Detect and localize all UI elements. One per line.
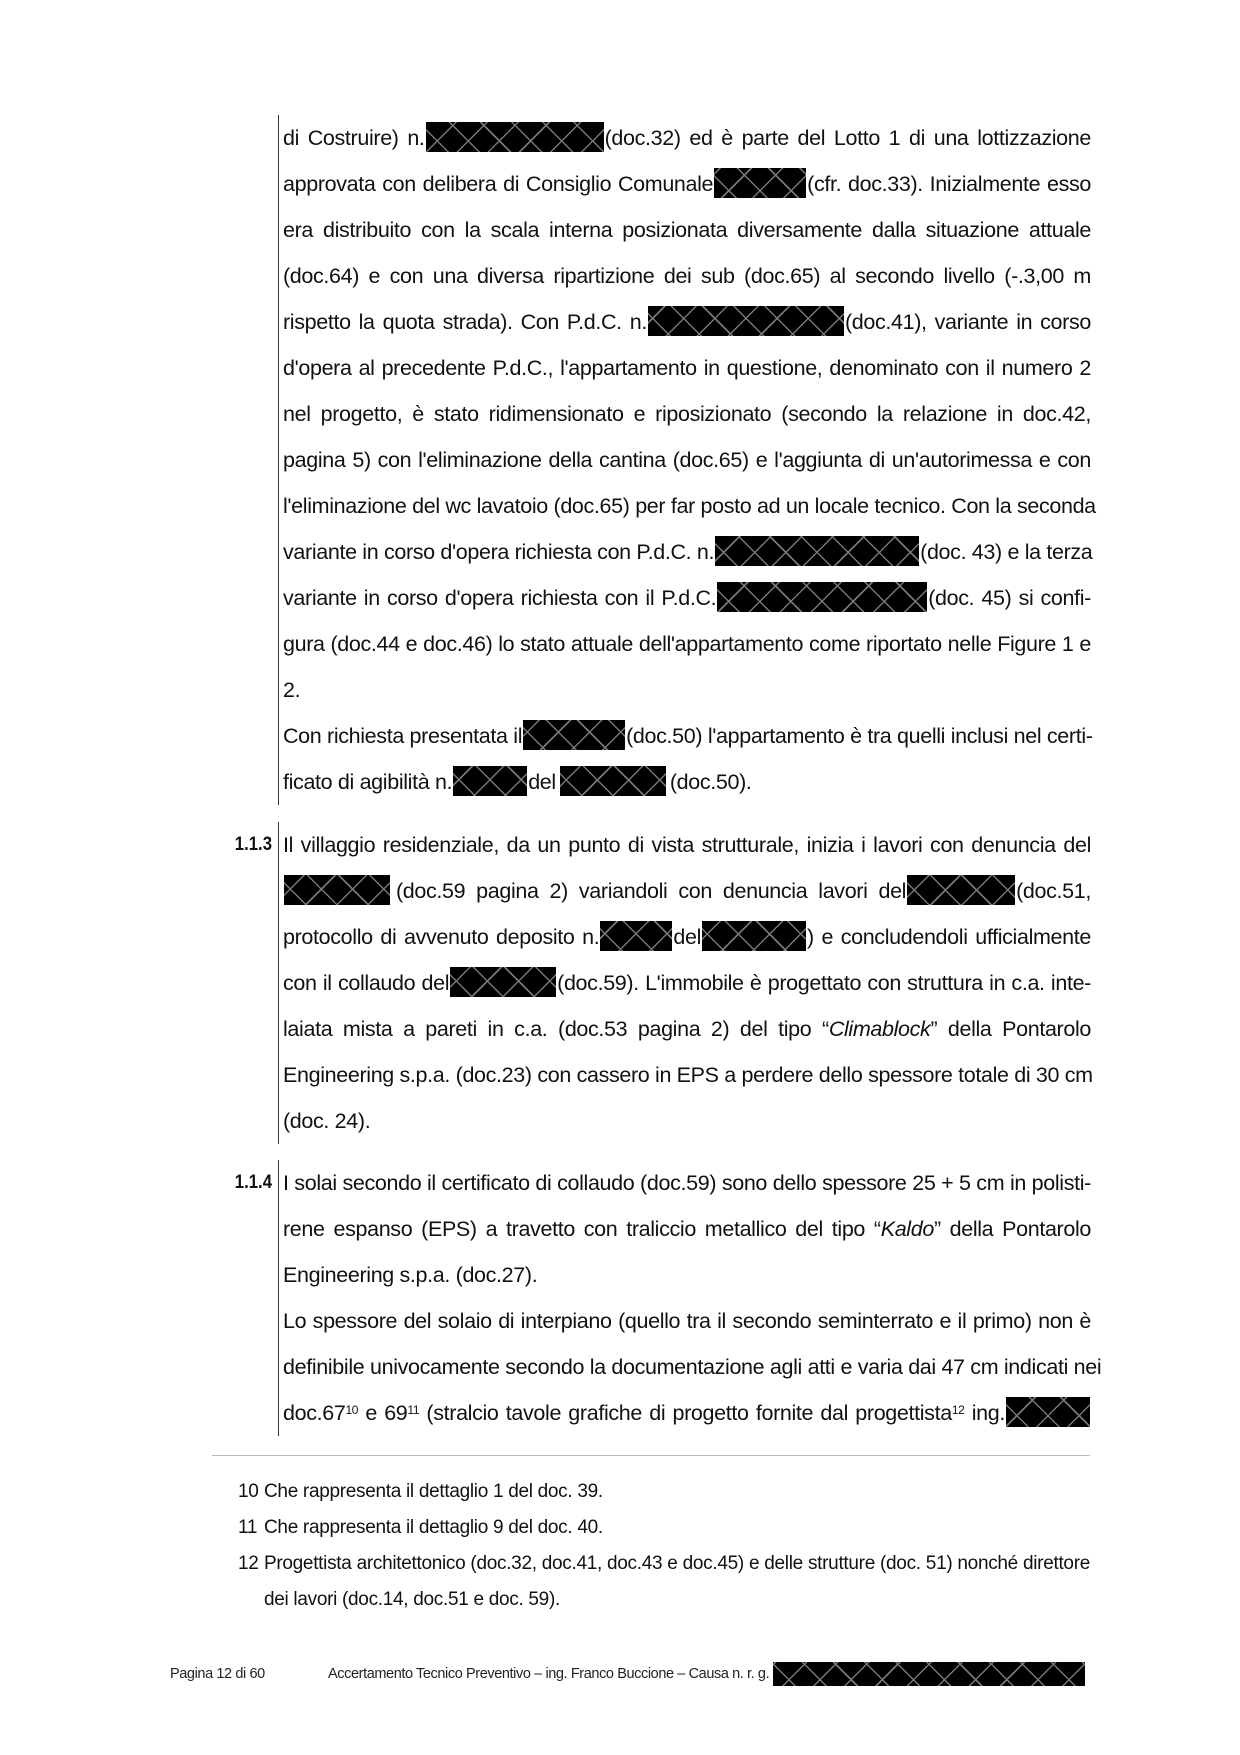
- text-line: con il collaudo del (doc.59). L'immobile è progettato con struttura in c.a. inte-: [279, 960, 1091, 1006]
- text-line: Lo spessore del solaio di interpiano (quello tra il secondo seminterrato e il primo) non è: [283, 1309, 1091, 1333]
- footnote-ref[interactable]: 12: [951, 1403, 965, 1417]
- footnote: [230, 1546, 1090, 1618]
- text-line: gura (doc.44 e doc.46) lo stato attuale dell'appartamento come riportato nelle Figure 1 e: [283, 632, 1091, 656]
- text-line: laiata mista a pareti in c.a. (doc.53 pagina 2) del tipo “Climablock” della Pontarolo: [283, 1017, 1091, 1041]
- footnote-ref[interactable]: 10: [345, 1403, 359, 1417]
- footnote: [230, 1510, 1090, 1546]
- text-line: variante in corso d'opera richiesta con P.d.C. n. (doc. 43) e la terza: [279, 529, 1091, 575]
- text-line: Engineering s.p.a. (doc.23) con cassero in EPS a perdere dello spessore totale di 30 cm: [283, 1063, 1093, 1087]
- text-line: (doc.59 pagina 2) variandoli con denuncia lavori del (doc.51,: [279, 868, 1091, 914]
- text-line: I solai secondo il certificato di collaudo (doc.59) sono dello spessore 25 + 5 cm in polisti-: [283, 1171, 1091, 1195]
- text-line: (doc. 24).: [283, 1109, 371, 1133]
- redaction-box: [702, 921, 806, 951]
- footnote-ref[interactable]: 11: [407, 1403, 420, 1417]
- text-line: protocollo di avvenuto deposito n. del ) e concludendoli ufficialmente: [279, 914, 1091, 960]
- text-line: d'opera al precedente P.d.C., l'appartamento in questione, denominato con il numero 2: [283, 356, 1091, 380]
- text-line: approvata con delibera di Consiglio Comunale (cfr. doc.33). Inizialmente esso: [279, 161, 1091, 207]
- redaction-box: [717, 582, 927, 612]
- footnote-separator: [212, 1455, 1090, 1456]
- text-line: 2.: [283, 678, 301, 702]
- footnote-number: 11: [238, 1517, 258, 1538]
- redaction-box: [450, 967, 556, 997]
- text-line: definibile univocamente secondo la documentazione agli atti e varia dai 47 cm indicati nei: [283, 1355, 1102, 1379]
- text-line: rispetto la quota strada). Con P.d.C. n. (doc.41), variante in corso: [279, 299, 1091, 345]
- redaction-box: [453, 766, 527, 796]
- footnote-text: Progettista architettonico (doc.32, doc.41, doc.43 e doc.45) e delle strutture (doc. 51) nonché direttore: [264, 1553, 1090, 1574]
- paragraph-1-1-4: [278, 1160, 1102, 1436]
- paragraph-1-1-3: [278, 822, 1091, 1144]
- text-line: nel progetto, è stato ridimensionato e riposizionato (secondo la relazione in doc.42,: [283, 402, 1091, 426]
- text-line: $doc.67^{10}$ e $69^{11}$ (stralcio tavole grafiche di progetto fornite dal progettista$^{12}$ ing.: [279, 1390, 1091, 1436]
- text-line: variante in corso d'opera richiesta con il P.d.C. (doc. 45) si confi-: [279, 575, 1091, 621]
- redaction-box: [648, 306, 844, 336]
- redaction-box: [284, 875, 390, 905]
- text-line: di Costruire) n. (doc.32) ed è parte del Lotto 1 di una lottizzazione: [279, 115, 1091, 161]
- text-line: ficato di agibilità n. del (doc.50).: [279, 759, 1091, 805]
- paragraph-1-1-2-continuation: [278, 115, 1096, 805]
- text-line: Engineering s.p.a. (doc.27).: [283, 1263, 538, 1287]
- footnote-number: 12: [238, 1553, 259, 1574]
- redaction-box: [714, 168, 806, 198]
- section-number: 1.1.4: [234, 1172, 272, 1193]
- footnote-text: Che rappresenta il dettaglio 1 del doc. 39.: [264, 1481, 603, 1502]
- footnote-number: 10: [238, 1481, 259, 1502]
- redaction-box: [1006, 1397, 1090, 1427]
- redaction-box: [907, 875, 1015, 905]
- text-line: pagina 5) con l'eliminazione della cantina (doc.65) e l'aggiunta di un'autorimessa e con: [283, 448, 1091, 472]
- redaction-box: [426, 122, 604, 152]
- text-line: Con richiesta presentata il (doc.50) l'appartamento è tra quelli inclusi nel certi-: [279, 713, 1091, 759]
- page-number: Pagina 12 di 60: [170, 1666, 265, 1682]
- footnote-text: Che rappresenta il dettaglio 9 del doc. 40.: [264, 1517, 603, 1538]
- redaction-box: [523, 720, 625, 750]
- footer-title: Accertamento Tecnico Preventivo – ing. Franco Buccione – Causa n. r. g.: [328, 1660, 1086, 1688]
- text-line: era distribuito con la scala interna posizionata diversamente dalla situazione attuale: [283, 218, 1091, 242]
- redaction-box: [560, 766, 666, 796]
- section-number: 1.1.3: [234, 834, 272, 855]
- redaction-box: [600, 921, 672, 951]
- footnote-text: dei lavori (doc.14, doc.51 e doc. 59).: [264, 1589, 560, 1610]
- redaction-box: [773, 1662, 1085, 1686]
- text-line: Il villaggio residenziale, da un punto di vista strutturale, inizia i lavori con denuncia del: [283, 833, 1091, 857]
- text-line: rene espanso (EPS) a travetto con traliccio metallico del tipo “Kaldo” della Pontarolo: [283, 1217, 1092, 1241]
- footnote: [230, 1474, 1090, 1510]
- text-line: l'eliminazione del wc lavatoio (doc.65) per far posto ad un locale tecnico. Con la seconda: [283, 494, 1096, 518]
- redaction-box: [715, 536, 919, 566]
- text-line: (doc.64) e con una diversa ripartizione dei sub (doc.65) al secondo livello (-.3,00 m: [283, 264, 1091, 288]
